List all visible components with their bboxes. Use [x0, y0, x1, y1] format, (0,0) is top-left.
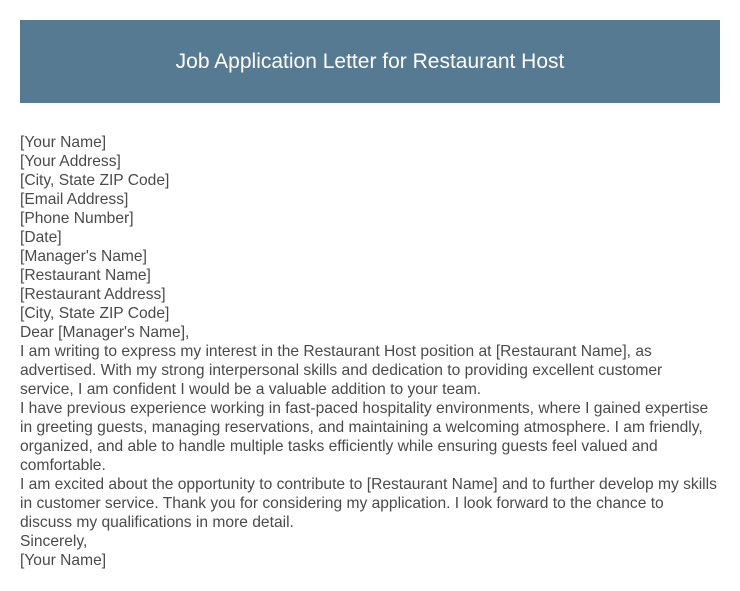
- restaurant-name: [Restaurant Name]: [20, 267, 151, 284]
- paragraph-experience: I have previous experience working in fast-paced hospitality environments, where I gained expertise in greeting guests, managing reservations, and maintaining a welcoming atmosphere. I am friendly, organized, and able to handle multiple tasks efficiently while ensuring guests feel valued and comfortable.: [20, 400, 709, 474]
- sender-city: [City, State ZIP Code]: [20, 172, 170, 189]
- paragraph-closing: I am excited about the opportunity to contribute to [Restaurant Name] and to further develop my skills in customer service. Thank you for considering my application. I look forward to the chance to discuss my qualifications in more detail.: [20, 476, 717, 531]
- sender-address: [Your Address]: [20, 153, 121, 170]
- salutation: Dear [Manager's Name],: [20, 324, 190, 341]
- restaurant-city: [City, State ZIP Code]: [20, 305, 170, 322]
- letter-body: [20, 133, 720, 570]
- restaurant-address: [Restaurant Address]: [20, 286, 166, 303]
- sender-name: [Your Name]: [20, 134, 107, 151]
- signature-name: [Your Name]: [20, 552, 107, 569]
- sender-phone: [Phone Number]: [20, 210, 134, 227]
- paragraph-intro: I am writing to express my interest in the Restaurant Host position at [Restaurant Name], as advertised. With my strong interpersonal skills and dedication to providing excellent customer service, I am confident I would be a valuable addition to your team.: [20, 343, 663, 398]
- letter-title-banner: [20, 20, 720, 103]
- sender-email: [Email Address]: [20, 191, 129, 208]
- sign-off: Sincerely,: [20, 533, 88, 550]
- letter-title: Job Application Letter for Restaurant Host: [175, 49, 565, 73]
- date: [Date]: [20, 229, 62, 246]
- manager-name: [Manager's Name]: [20, 248, 147, 265]
